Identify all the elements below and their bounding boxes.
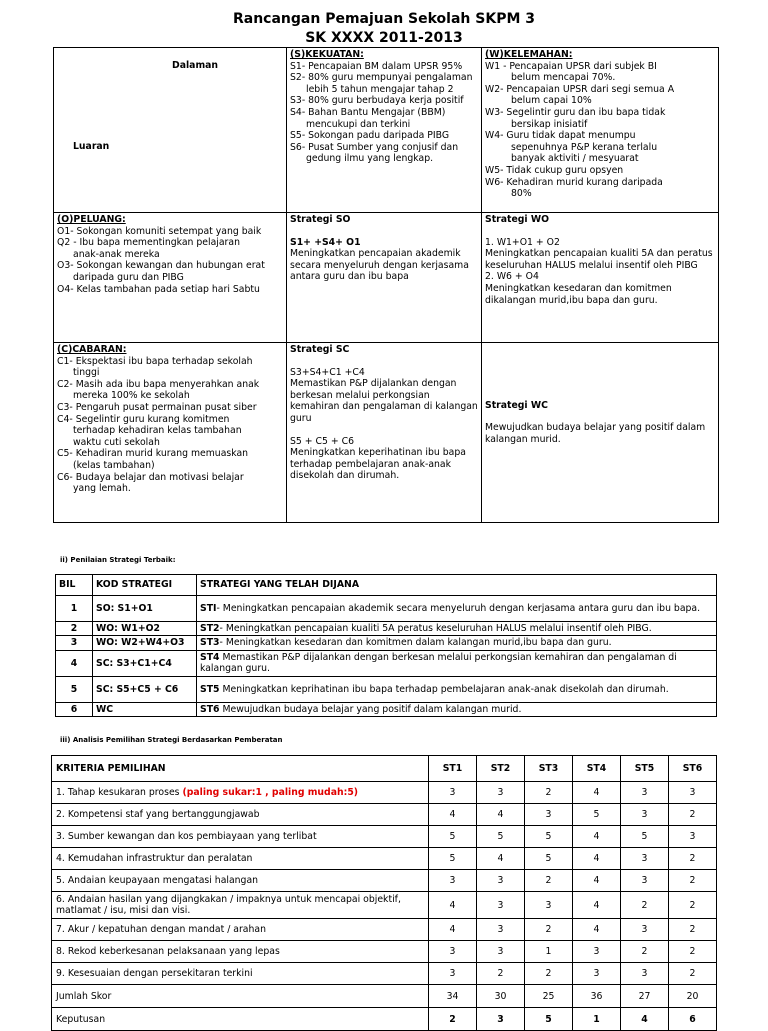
strategy-wc-cell bbox=[482, 343, 719, 523]
strategy-st-code: ST5 bbox=[200, 683, 220, 695]
strengths-cell bbox=[287, 48, 482, 213]
strength-item-5: S5- Sokongan padu daripada PIBG bbox=[290, 130, 450, 142]
criteria-score: 2 bbox=[525, 919, 573, 941]
criteria-label bbox=[52, 826, 429, 848]
total-score-value: 34 bbox=[429, 985, 477, 1008]
decision-value: 3 bbox=[477, 1008, 525, 1031]
strategy-so-heading: Strategi SO bbox=[290, 214, 351, 225]
decision-value: 6 bbox=[669, 1008, 717, 1031]
strategy-text: - Meningkatkan pencapaian akademik secara menyeluruh dengan kerjasama antara guru dan ibu bapa. bbox=[216, 602, 701, 614]
strategy-sc-cell bbox=[287, 343, 482, 523]
criteria-row bbox=[52, 870, 717, 892]
challenge-item-4: C4- Segelintir guru kurang komitmen bbox=[57, 413, 230, 425]
strategy-code: SC: S5+C5 + C6 bbox=[93, 676, 197, 702]
strategy-bil: 5 bbox=[56, 676, 93, 702]
strategy-description bbox=[197, 702, 717, 716]
criteria-score: 3 bbox=[621, 848, 669, 870]
criteria-score: 4 bbox=[477, 848, 525, 870]
strategy-row bbox=[56, 676, 717, 702]
criteria-col-st1: ST1 bbox=[429, 756, 477, 782]
weakness-item-3: W3- Segelintir guru dan ibu bapa tidak bbox=[485, 106, 666, 118]
strength-item-continuation: mencukupi dan terkini bbox=[306, 118, 411, 130]
criteria-score: 2 bbox=[669, 941, 717, 963]
strategy-bil: 3 bbox=[56, 636, 93, 650]
criteria-col-st4: ST4 bbox=[573, 756, 621, 782]
challenge-item-6: C6- Budaya belajar dan motivasi belajar bbox=[57, 471, 244, 483]
criteria-score: 4 bbox=[429, 919, 477, 941]
weakness-item-4: W4- Guru tidak dapat menumpu bbox=[485, 130, 636, 142]
criteria-label bbox=[52, 941, 429, 963]
criteria-label-text: 7. Akur / kepatuhan dengan mandat / arahan bbox=[56, 924, 266, 935]
strategy-code: SO: S1+O1 bbox=[93, 596, 197, 622]
criteria-score: 5 bbox=[573, 804, 621, 826]
strategy-st-code: ST2 bbox=[200, 623, 220, 634]
criteria-label-text: 6. Andaian hasilan yang dijangkakan / impaknya untuk mencapai objektif, matlamat / isu, misi dan visi. bbox=[56, 894, 401, 916]
criteria-label bbox=[52, 782, 429, 804]
challenge-item-continuation: mereka 100% ke sekolah bbox=[73, 390, 190, 402]
strategy-description bbox=[197, 622, 717, 636]
strength-item-2: S2- 80% guru mempunyai pengalaman bbox=[290, 72, 473, 84]
weakness-item-continuation: bersikap inisiatif bbox=[511, 118, 588, 130]
strategy-text: Mewujudkan budaya belajar yang positif dalam kalangan murid. bbox=[219, 703, 522, 715]
strategy-sc-formula-1: S3+S4+C1 +C4 bbox=[290, 366, 365, 378]
criteria-score: 4 bbox=[477, 804, 525, 826]
total-score-value: 25 bbox=[525, 985, 573, 1008]
criteria-score: 3 bbox=[477, 892, 525, 919]
criteria-label bbox=[52, 892, 429, 919]
criteria-score: 2 bbox=[525, 870, 573, 892]
criteria-table bbox=[51, 755, 717, 1031]
criteria-score: 3 bbox=[621, 870, 669, 892]
criteria-score: 4 bbox=[573, 848, 621, 870]
criteria-score: 3 bbox=[669, 782, 717, 804]
strategy-st-code: ST6 bbox=[200, 703, 220, 715]
total-score-label: Jumlah Skor bbox=[52, 985, 429, 1008]
weakness-item-continuation: banyak aktiviti / mesyuarat bbox=[511, 153, 639, 165]
criteria-score: 3 bbox=[477, 870, 525, 892]
criteria-label-text: 3. Sumber kewangan dan kos pembiayaan yang terlibat bbox=[56, 831, 317, 842]
criteria-score: 4 bbox=[573, 892, 621, 919]
criteria-score: 5 bbox=[525, 848, 573, 870]
weakness-item-continuation: belum mencapai 70%. bbox=[511, 72, 616, 84]
criteria-score: 3 bbox=[429, 963, 477, 985]
criteria-score: 5 bbox=[525, 826, 573, 848]
strategy-wc-heading: Strategi WC bbox=[485, 399, 548, 411]
opportunity-item-continuation: daripada guru dan PIBG bbox=[73, 271, 184, 283]
criteria-row bbox=[52, 963, 717, 985]
criteria-label bbox=[52, 848, 429, 870]
criteria-score: 5 bbox=[477, 826, 525, 848]
criteria-score: 2 bbox=[669, 848, 717, 870]
dalaman-label: Dalaman bbox=[172, 60, 219, 71]
challenge-item-3: C3- Pengaruh pusat permainan pusat siber bbox=[57, 401, 257, 413]
criteria-row bbox=[52, 941, 717, 963]
opportunities-cell bbox=[54, 213, 287, 343]
strategy-wo-desc-2: Meningkatkan kesedaran dan komitmen dikalangan murid,ibu bapa dan guru. bbox=[485, 282, 672, 306]
document-title: Rancangan Pemajuan Sekolah SKPM 3 bbox=[232, 11, 536, 27]
strategy-description bbox=[197, 636, 717, 650]
criteria-label-text: 5. Andaian keupayaan mengatasi halangan bbox=[56, 875, 259, 886]
weaknesses-cell bbox=[482, 48, 719, 213]
strategy-bil: 4 bbox=[56, 650, 93, 676]
opportunities-heading: (O)PELUANG: bbox=[57, 214, 126, 225]
criteria-col-st5: ST5 bbox=[621, 756, 669, 782]
criteria-label-text: 8. Rekod keberkesanan pelaksanaan yang lepas bbox=[56, 946, 280, 957]
strategy-st-code: STI bbox=[200, 602, 217, 614]
criteria-label-text: 2. Kompetensi staf yang bertanggungjawab bbox=[56, 809, 260, 820]
strategy-wo-formula-1: 1. W1+O1 + O2 bbox=[485, 236, 560, 248]
challenge-item-continuation: (kelas tambahan) bbox=[73, 459, 155, 471]
criteria-label bbox=[52, 870, 429, 892]
strategy-code: WO: W2+W4+O3 bbox=[93, 636, 197, 650]
challenge-item-continuation: tinggi bbox=[73, 367, 100, 379]
criteria-score: 3 bbox=[429, 870, 477, 892]
criteria-score: 5 bbox=[429, 848, 477, 870]
strength-item-3: S3- 80% guru berbudaya kerja positif bbox=[290, 95, 464, 107]
decision-row bbox=[52, 1008, 717, 1031]
criteria-label-text: 9. Kesesuaian dengan persekitaran terkini bbox=[56, 968, 253, 979]
total-score-value: 27 bbox=[621, 985, 669, 1008]
luaran-label: Luaran bbox=[73, 140, 110, 152]
criteria-label bbox=[52, 919, 429, 941]
section-3-title: iii) Analisis Pemilihan Strategi Berdasarkan Pemberatan bbox=[60, 736, 283, 744]
strategy-bil: 1 bbox=[56, 596, 93, 622]
strength-item-1: S1- Pencapaian BM dalam UPSR 95% bbox=[290, 60, 463, 72]
strategy-row bbox=[56, 596, 717, 622]
criteria-score: 3 bbox=[621, 782, 669, 804]
criteria-col-st6: ST6 bbox=[669, 756, 717, 782]
section-2-title: ii) Penilaian Strategi Terbaik: bbox=[60, 556, 176, 564]
strengths-list bbox=[290, 61, 478, 165]
criteria-col-st3: ST3 bbox=[525, 756, 573, 782]
criteria-label bbox=[52, 804, 429, 826]
weakness-item-continuation: sepenuhnya P&P kerana terlalu bbox=[511, 141, 658, 153]
criteria-score: 2 bbox=[621, 941, 669, 963]
criteria-score: 2 bbox=[669, 919, 717, 941]
criteria-score: 3 bbox=[477, 941, 525, 963]
criteria-score: 3 bbox=[573, 963, 621, 985]
total-score-row bbox=[52, 985, 717, 1008]
criteria-score: 4 bbox=[429, 804, 477, 826]
weaknesses-heading: (W)KELEMAHAN: bbox=[485, 49, 573, 60]
strategy-description bbox=[197, 650, 717, 676]
criteria-note: (paling sukar:1 , paling mudah:5) bbox=[182, 787, 359, 798]
criteria-score: 3 bbox=[621, 919, 669, 941]
criteria-score: 3 bbox=[525, 804, 573, 826]
challenge-item-1: C1- Ekspektasi ibu bapa terhadap sekolah bbox=[57, 355, 253, 367]
challenges-cell bbox=[54, 343, 287, 523]
challenges-list bbox=[57, 356, 283, 495]
criteria-score: 5 bbox=[621, 826, 669, 848]
strategy-wo-cell bbox=[482, 213, 719, 343]
criteria-score: 3 bbox=[621, 963, 669, 985]
strategy-so-desc: Meningkatkan pencapaian akademik secara menyeluruh dengan kerjasama antara guru dan ibu bapa bbox=[290, 248, 469, 283]
criteria-label bbox=[52, 963, 429, 985]
strategy-description bbox=[197, 596, 717, 622]
criteria-score: 1 bbox=[525, 941, 573, 963]
strategy-wo-formula-2: 2. W6 + O4 bbox=[485, 271, 539, 283]
strategy-header-bil: BIL bbox=[56, 575, 93, 596]
strength-item-4: S4- Bahan Bantu Mengajar (BBM) bbox=[290, 106, 446, 118]
criteria-score: 5 bbox=[429, 826, 477, 848]
strengths-heading: (S)KEKUATAN: bbox=[290, 49, 364, 60]
strength-item-6: S6- Pusat Sumber yang conjusif dan bbox=[290, 141, 459, 153]
strategy-st-code: ST4 bbox=[200, 651, 220, 663]
criteria-score: 3 bbox=[621, 804, 669, 826]
opportunity-item-4: O4- Kelas tambahan pada setiap hari Sabtu bbox=[57, 283, 260, 295]
weakness-item-continuation: 80% bbox=[511, 188, 532, 200]
opportunity-item-2: Q2 - Ibu bapa mementingkan pelajaran bbox=[57, 237, 240, 249]
strategy-code: WO: W1+O2 bbox=[93, 622, 197, 636]
strategy-description bbox=[197, 676, 717, 702]
strategy-table bbox=[55, 574, 717, 717]
strategy-sc-desc-2: Meningkatkan keperihatinan ibu bapa terhadap pembelajaran anak-anak disekolah dan dirumah. bbox=[290, 447, 466, 482]
challenge-item-continuation: terhadap kehadiran kelas tambahan bbox=[73, 425, 242, 437]
strategy-code: WC bbox=[93, 702, 197, 716]
strategy-sc-heading: Strategi SC bbox=[290, 344, 350, 355]
weakness-item-1: W1 - Pencapaian UPSR dari subjek BI bbox=[485, 60, 657, 72]
strategy-text: Meningkatkan keprihatinan ibu bapa terhadap pembelajaran anak-anak disekolah dan dirumah. bbox=[219, 683, 669, 695]
criteria-score: 2 bbox=[621, 892, 669, 919]
opportunity-item-3: O3- Sokongan kewangan dan hubungan erat bbox=[57, 260, 265, 272]
criteria-score: 4 bbox=[573, 919, 621, 941]
strategy-row bbox=[56, 650, 717, 676]
challenges-heading: (C)CABARAN: bbox=[57, 344, 127, 355]
strategy-sc-desc-1: Memastikan P&P dijalankan dengan berkesan melalui perkongsian kemahiran dan pengalaman di kalangan guru bbox=[290, 378, 478, 424]
criteria-score: 2 bbox=[477, 963, 525, 985]
strategy-sc-formula-2: S5 + C5 + C6 bbox=[290, 435, 355, 447]
criteria-score: 3 bbox=[429, 782, 477, 804]
strategy-so-cell bbox=[287, 213, 482, 343]
strategy-header-strategi: STRATEGI YANG TELAH DIJANA bbox=[197, 575, 717, 596]
criteria-row bbox=[52, 919, 717, 941]
swot-corner-cell bbox=[54, 48, 287, 213]
weakness-item-continuation: belum capai 10% bbox=[511, 95, 592, 107]
strategy-row bbox=[56, 622, 717, 636]
criteria-score: 2 bbox=[669, 963, 717, 985]
criteria-score: 4 bbox=[573, 782, 621, 804]
strategy-wo-desc-1: Meningkatkan pencapaian kualiti 5A dan peratus keseluruhan HALUS melalui insentif oleh PIBG bbox=[485, 248, 713, 271]
document-subtitle: SK XXXX 2011-2013 bbox=[305, 30, 463, 46]
criteria-score: 3 bbox=[477, 782, 525, 804]
opportunity-item-1: O1- Sokongan komuniti setempat yang baik bbox=[57, 225, 262, 237]
criteria-score: 4 bbox=[429, 892, 477, 919]
criteria-score: 4 bbox=[573, 870, 621, 892]
criteria-score: 2 bbox=[669, 870, 717, 892]
opportunities-list bbox=[57, 226, 283, 296]
criteria-label-text: 4. Kemudahan infrastruktur dan peralatan bbox=[56, 853, 253, 864]
criteria-col-st2: ST2 bbox=[477, 756, 525, 782]
strength-item-continuation: gedung ilmu yang lengkap. bbox=[306, 153, 434, 165]
challenge-item-5: C5- Kehadiran murid kurang memuaskan bbox=[57, 448, 249, 460]
decision-value: 2 bbox=[429, 1008, 477, 1031]
challenge-item-2: C2- Masih ada ibu bapa menyerahkan anak bbox=[57, 378, 260, 390]
criteria-score: 3 bbox=[573, 941, 621, 963]
criteria-label-text: 1. Tahap kesukaran proses bbox=[56, 787, 183, 798]
strategy-header-kod: KOD STRATEGI bbox=[93, 575, 197, 596]
strategy-text: - Meningkatkan kesedaran dan komitmen dalam kalangan murid,ibu bapa dan guru. bbox=[219, 637, 612, 649]
swot-matrix bbox=[53, 47, 719, 523]
challenge-item-continuation: waktu cuti sekolah bbox=[73, 436, 160, 448]
criteria-score: 2 bbox=[525, 782, 573, 804]
criteria-score: 4 bbox=[573, 826, 621, 848]
strategy-text: - Meningkatkan pencapaian kualiti 5A peratus keseluruhan HALUS melalui insentif oleh PIBG. bbox=[219, 623, 652, 634]
strategy-bil: 6 bbox=[56, 702, 93, 716]
criteria-score: 2 bbox=[669, 892, 717, 919]
strategy-row bbox=[56, 702, 717, 716]
weakness-item-6: W6- Kehadiran murid kurang daripada bbox=[485, 176, 663, 188]
strategy-st-code: ST3 bbox=[200, 637, 220, 649]
opportunity-item-continuation: anak-anak mereka bbox=[73, 248, 160, 260]
total-score-value: 36 bbox=[573, 985, 621, 1008]
criteria-header: KRITERIA PEMILIHAN bbox=[52, 756, 429, 782]
strategy-text: Memastikan P&P dijalankan dengan berkesan melalui perkongsian kemahiran dan pengalaman di kalangan guru. bbox=[200, 651, 677, 675]
criteria-row bbox=[52, 892, 717, 919]
challenge-item-continuation: yang lemah. bbox=[73, 483, 131, 495]
criteria-row bbox=[52, 804, 717, 826]
criteria-row bbox=[52, 848, 717, 870]
criteria-row bbox=[52, 782, 717, 804]
strategy-row bbox=[56, 636, 717, 650]
strategy-wo-heading: Strategi WO bbox=[485, 214, 549, 225]
weakness-item-2: W2- Pencapaian UPSR dari segi semua A bbox=[485, 83, 675, 95]
strategy-bil: 2 bbox=[56, 622, 93, 636]
criteria-row bbox=[52, 826, 717, 848]
criteria-score: 3 bbox=[669, 826, 717, 848]
criteria-score: 2 bbox=[525, 963, 573, 985]
strategy-so-formula: S1+ +S4+ O1 bbox=[290, 236, 361, 248]
weaknesses-list bbox=[485, 61, 715, 200]
criteria-score: 3 bbox=[429, 941, 477, 963]
total-score-value: 20 bbox=[669, 985, 717, 1008]
criteria-score: 2 bbox=[669, 804, 717, 826]
decision-value: 1 bbox=[573, 1008, 621, 1031]
strategy-code: SC: S3+C1+C4 bbox=[93, 650, 197, 676]
criteria-score: 3 bbox=[477, 919, 525, 941]
criteria-score: 3 bbox=[525, 892, 573, 919]
decision-value: 4 bbox=[621, 1008, 669, 1031]
strength-item-continuation: lebih 5 tahun mengajar tahap 2 bbox=[306, 83, 454, 95]
total-score-value: 30 bbox=[477, 985, 525, 1008]
strategy-wc-desc: Mewujudkan budaya belajar yang positif dalam kalangan murid. bbox=[485, 422, 706, 445]
decision-value: 5 bbox=[525, 1008, 573, 1031]
weakness-item-5: W5- Tidak cukup guru opsyen bbox=[485, 164, 624, 176]
decision-label: Keputusan bbox=[52, 1008, 429, 1031]
